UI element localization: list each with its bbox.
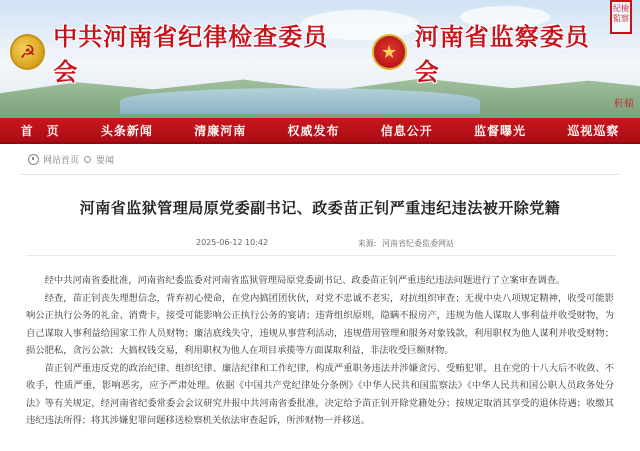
article-paragraph: 苗正钊严重违反党的政治纪律、组织纪律、廉洁纪律和工作纪律，构成严重职务违法并涉嫌贪污、受贿犯罪，且在党的十八大后不收敛、不收手，性质严重，影响恶劣，应予严肃处理。依据《中国共产党纪律处分条例》《中华人民共和国监察法》《中华人民共和国公职人员政务处分法》等有关规定，经河南省纪委常委会会议研究并报中共河南省委批准，决定给予苗正钊开除党籍处分；按规定取消其享受的退休待遇；收缴其违纪违法所得；将其涉嫌犯罪问题移送检察机关依法审查起诉，所涉财物一并移送。 <box>26 362 614 426</box>
site-title-row <box>10 22 610 86</box>
article-body <box>26 272 614 430</box>
breadcrumb-divider <box>20 174 620 175</box>
article <box>0 197 640 430</box>
header-banner <box>0 0 640 118</box>
nav-item-clean-henan[interactable]: 清廉河南 <box>194 123 247 138</box>
article-source-label: 来源: <box>357 239 377 248</box>
breadcrumb <box>0 144 640 174</box>
breadcrumb-home-link[interactable]: 网站首页 <box>43 155 80 166</box>
article-source-wrap <box>358 238 454 249</box>
nav-item-supervision-exposure[interactable]: 监督曝光 <box>474 123 527 138</box>
nav-item-inspection[interactable]: 巡视巡察 <box>567 123 620 138</box>
location-icon <box>28 154 39 165</box>
party-emblem-icon: ☭ <box>10 34 45 70</box>
nav-item-home[interactable]: 首 页 <box>20 123 60 138</box>
nav-item-authoritative-release[interactable]: 权威发布 <box>287 123 340 138</box>
article-paragraph: 经中共河南省委批准，河南省纪委监委对河南省监狱管理局原党委副书记、政委苗正钊严重违纪违法问题进行了立案审查调查。 <box>44 275 566 286</box>
org-name-supervision[interactable]: 河南省监察委员会 <box>414 22 590 86</box>
article-title: 河南省监狱管理局原党委副书记、政委苗正钊严重违纪违法被开除党籍 <box>79 199 561 217</box>
corner-calligraphy: 軒轅 <box>614 99 634 110</box>
seal-logo: 紀檢監察 <box>610 0 632 34</box>
article-source: 河南省纪委监委网站 <box>382 239 454 248</box>
main-nav <box>0 118 640 144</box>
article-paragraph: 经查，苗正钊丧失理想信念，背弃初心使命，在党内搞团团伙伙，对党不忠诚不老实，对抗组织审查；无视中央八项规定精神，收受可能影响公正执行公务的礼金、消费卡，接受可能影响公正执行公务的宴请；违背组织原则，隐瞒不报房产，违规为他人谋取人事利益并收受财物，为自己谋取人事利益给国家工作人员财物；廉洁底线失守，违规从事营利活动，违规借用管理和服务对象钱款，利用职权为他人谋利并收受财物；损公肥私，贪污公款；大搞权钱交易，利用职权为他人在项目承揽等方面谋取利益，非法收受巨额财物。 <box>26 292 614 356</box>
breadcrumb-separator-icon <box>84 156 91 163</box>
water-decoration <box>120 88 480 114</box>
article-meta <box>26 238 614 249</box>
breadcrumb-news-link[interactable]: 要闻 <box>96 155 115 166</box>
meta-divider <box>26 255 616 256</box>
nav-item-headlines[interactable]: 头条新闻 <box>100 123 153 138</box>
article-datetime: 2025-06-12 10:42 <box>196 238 269 247</box>
national-emblem-icon: ★ <box>372 34 407 70</box>
org-name-discipline[interactable]: 中共河南省纪律检查委员会 <box>53 22 329 86</box>
nav-item-info-disclosure[interactable]: 信息公开 <box>380 123 433 138</box>
